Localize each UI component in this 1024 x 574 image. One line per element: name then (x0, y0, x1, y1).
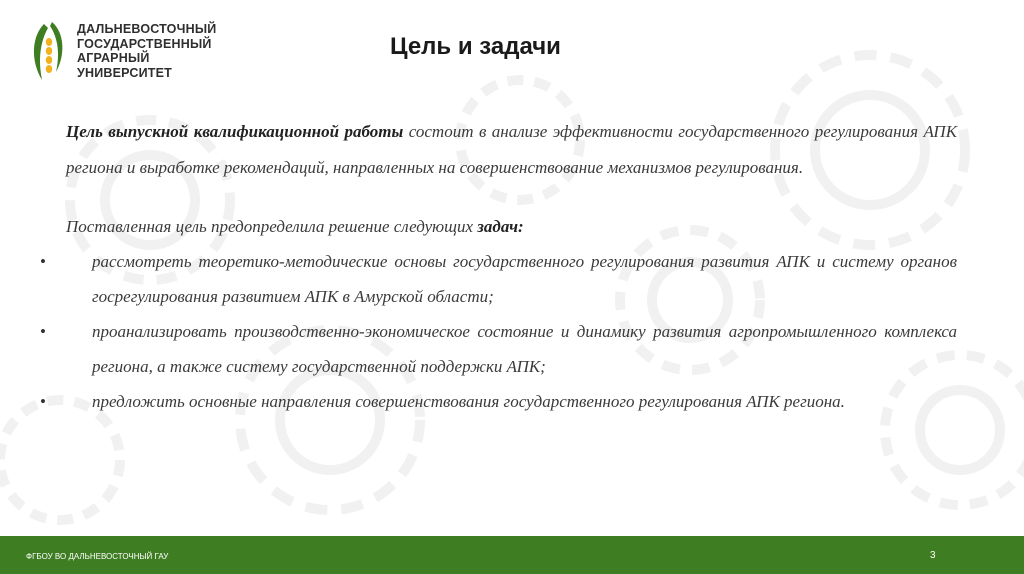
task-text: проанализировать производственно-экономическое состояние и динамику развития агропромышленного комплекса региона, а также систему государственной поддержки АПК; (92, 322, 957, 376)
page-number: 3 (930, 550, 936, 561)
footer-bar (0, 536, 1024, 574)
footer-org: ФГБОУ ВО ДАЛЬНЕВОСТОЧНЫЙ ГАУ (26, 552, 169, 561)
logo-line: УНИВЕРСИТЕТ (77, 65, 172, 80)
logo-line: ГОСУДАРСТВЕННЫЙ (77, 36, 212, 51)
bullet-icon: • (40, 322, 46, 341)
task-text: предложить основные направления совершенствования государственного регулирования АПК региона. (92, 392, 845, 411)
slide-content (40, 114, 957, 419)
task-list (40, 244, 957, 419)
goal-bold-phrase: Цель выпускной квалификационной работы (66, 122, 404, 141)
logo-wordmark (77, 22, 216, 80)
tasks-intro (66, 214, 957, 240)
bullet-icon: • (40, 252, 46, 271)
list-item (40, 314, 957, 384)
logo-line: АГРАРНЫЙ (77, 51, 150, 65)
slide-title: Цель и задачи (390, 33, 561, 60)
wheat-leaf-icon (30, 20, 70, 84)
goal-paragraph (66, 114, 957, 186)
list-item (40, 384, 957, 419)
intro-bold-word: задач: (477, 217, 524, 236)
list-item (40, 244, 957, 314)
goal-text: состоит в анализе эффективности государственного регулирования АПК региона и выработке рекомендаций, направленных на совершенствование механизмов регулирования. (66, 122, 957, 177)
university-logo (30, 20, 230, 84)
task-text: рассмотреть теоретико-методические основы государственного регулирования развития АПК и систему органов госрегулирования развитием АПК в Амурской области; (92, 252, 957, 306)
bullet-icon: • (40, 392, 46, 411)
intro-text: Поставленная цель предопределила решение следующих (66, 217, 478, 236)
logo-line: ДАЛЬНЕВОСТОЧНЫЙ (77, 22, 217, 36)
